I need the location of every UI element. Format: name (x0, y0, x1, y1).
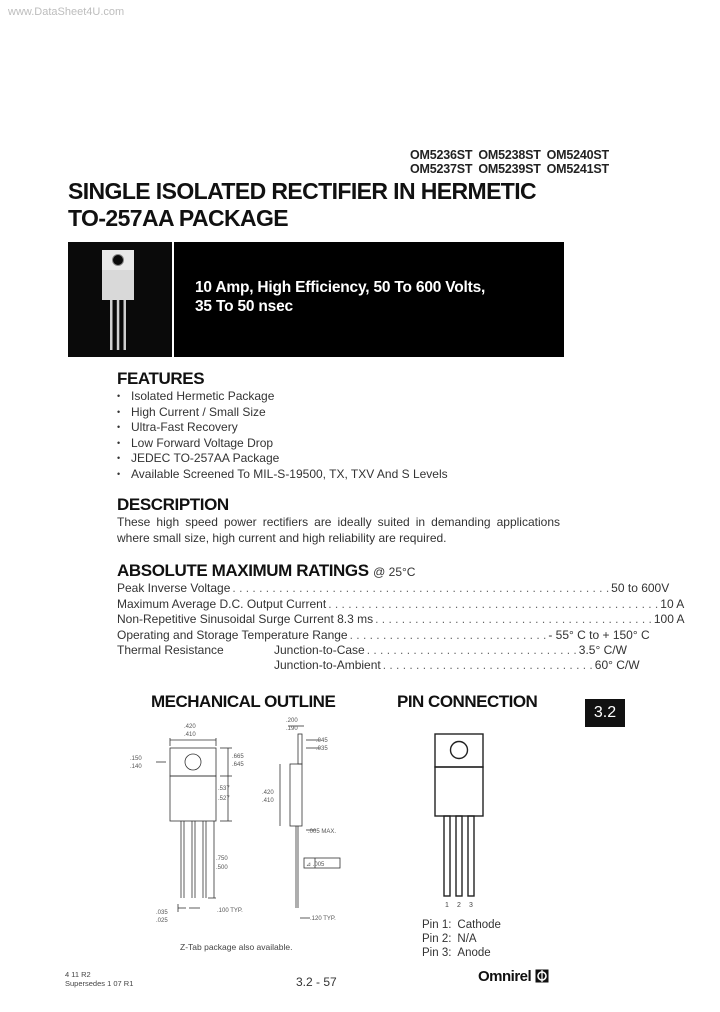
pin-table (422, 918, 507, 960)
dim-label: .005 MAX. (308, 829, 337, 835)
side-view-body (290, 764, 302, 826)
leader-dots: . . . . . . . . . . . . . . . . . . . . . . . . . . . . . . . . (382, 658, 593, 672)
dim-label: .500 (216, 865, 228, 871)
page-title (68, 178, 536, 232)
table-row (422, 918, 507, 932)
package-tab (435, 734, 483, 767)
rating-label: Operating and Storage Temperature Range (117, 628, 348, 642)
list-item: • Low Forward Voltage Drop (117, 436, 448, 452)
pin-name: N/A (457, 933, 477, 945)
supersedes-code: Supersedes 1 07 R1 (65, 979, 134, 988)
package-photo (68, 242, 174, 357)
leader-dots: . . . . . . . . . . . . . . . . . . . . . . . . . . . . . . (349, 628, 547, 642)
lead-number: 2 (457, 902, 461, 909)
description-text: These high speed power rectifiers are ideally suited in demanding applications where small size, high current and high reliability are required. (117, 515, 560, 545)
dim-label: .410 (184, 732, 196, 738)
leader-dots: . . . . . . . . . . . . . . . . . . . . . . . . . . . . . . . . . . . . . . . . . . . . . . . . . . (328, 597, 659, 611)
dim-label: .537 (218, 786, 230, 792)
mounting-hole (451, 742, 468, 759)
lead-3 (468, 816, 474, 896)
package-body (170, 776, 216, 821)
list-item: • Available Screened To MIL-S-19500, TX, TXV And S Levels (117, 467, 448, 483)
dim-label: .645 (232, 762, 244, 768)
dim-label: .665 (232, 754, 244, 760)
dim-label: .140 (130, 764, 142, 770)
mechanical-heading: MECHANICAL OUTLINE (151, 692, 336, 711)
list-item: • High Current / Small Size (117, 405, 448, 421)
rating-row (117, 628, 650, 642)
omnirel-logo-icon (535, 969, 549, 983)
dim-label: .527 (218, 796, 230, 802)
pin-connection-heading: PIN CONNECTION (397, 692, 538, 711)
rating-sublabel: Junction-to-Case (274, 643, 365, 657)
package-tab (170, 748, 216, 776)
package-body (435, 767, 483, 816)
rating-label: Non-Repetitive Sinusoidal Surge Current 8.3 ms (117, 612, 374, 626)
rating-value: 3.5° C/W (578, 643, 627, 657)
lead-number: 1 (445, 902, 449, 909)
pin-name: Cathode (457, 919, 501, 931)
footer-revision (65, 970, 133, 988)
dim-label: .190 (286, 726, 298, 732)
title-line: SINGLE ISOLATED RECTIFIER IN HERMETIC (68, 178, 537, 204)
leader-dots: . . . . . . . . . . . . . . . . . . . . . . . . . . . . . . . . (366, 643, 577, 657)
leader-dots: . . . . . . . . . . . . . . . . . . . . . . . . . . . . . . . . . . . . . . . . . . . . . . . . . . . . . . . . . (232, 581, 610, 595)
banner-line: 35 To 50 nsec (195, 298, 293, 315)
part-number: OM5236ST (410, 148, 473, 162)
rating-label: Peak Inverse Voltage (117, 581, 231, 595)
lead-1 (444, 816, 450, 896)
mechanical-outline-drawing (120, 712, 360, 940)
part-number: OM5239ST (478, 162, 541, 176)
mounting-hole (185, 754, 201, 770)
list-item: • JEDEC TO-257AA Package (117, 451, 448, 467)
logo-text: Omnirel (478, 968, 532, 985)
lead-number: 3 (469, 902, 473, 909)
rating-value: 50 to 600V (611, 581, 670, 595)
part-number: OM5238ST (478, 148, 541, 162)
pin-number: Pin 1: (422, 919, 452, 931)
banner-text (195, 278, 485, 316)
pin-number: Pin 2: (422, 933, 452, 945)
pin-name: Anode (457, 947, 491, 959)
dim-label: .150 (130, 756, 142, 762)
rating-value: 60° C/W (594, 658, 640, 672)
section-tab: 3.2 (585, 699, 625, 727)
title-line: TO-257AA PACKAGE (68, 205, 289, 231)
list-item: • Isolated Hermetic Package (117, 389, 448, 405)
leader-dots: . . . . . . . . . . . . . . . . . . . . . . . . . . . . . . . . . . . . . . . . . . (375, 612, 652, 626)
rating-row (117, 658, 640, 672)
rating-value: - 55° C to + 150° C (548, 628, 650, 642)
watermark: www.DataSheet4U.com (8, 6, 125, 18)
dim-label: .750 (216, 856, 228, 862)
dim-label: .420 (184, 724, 196, 730)
rating-value: 100 A (653, 612, 685, 626)
rating-row (117, 581, 670, 595)
dim-label: .200 (286, 718, 298, 724)
rating-row (117, 643, 627, 657)
dim-label: .045 (316, 738, 328, 744)
rating-label (117, 658, 274, 672)
dim-label: .410 (262, 798, 274, 804)
brand-logo (478, 968, 549, 985)
list-item: • Ultra-Fast Recovery (117, 420, 448, 436)
dim-label: .035 (316, 746, 328, 752)
part-numbers (410, 148, 615, 176)
rating-row (117, 612, 685, 626)
revision-code: 4 11 R2 (65, 970, 91, 979)
part-number-row (410, 148, 615, 162)
rating-value: 10 A (660, 597, 685, 611)
to257-package-icon (68, 242, 172, 357)
part-number: OM5237ST (410, 162, 473, 176)
dim-label: ⊿ .005 (306, 862, 325, 868)
page-number: 3.2 - 57 (296, 975, 337, 989)
rating-row (117, 597, 685, 611)
table-row (422, 932, 507, 946)
pin-number: Pin 3: (422, 947, 452, 959)
part-number-row (410, 162, 615, 176)
features-heading: FEATURES (117, 369, 205, 388)
table-row (422, 946, 507, 960)
ratings-condition: @ 25°C (373, 565, 416, 579)
part-number: OM5240ST (546, 148, 609, 162)
pin-connection-drawing (420, 730, 510, 912)
description-heading: DESCRIPTION (117, 495, 229, 514)
ratings-title: ABSOLUTE MAXIMUM RATINGS (117, 561, 369, 580)
banner-line: 10 Amp, High Efficiency, 50 To 600 Volts, (195, 279, 486, 296)
lead-2 (456, 816, 462, 896)
rating-label: Thermal Resistance (117, 643, 224, 657)
z-tab-note: Z-Tab package also available. (180, 942, 293, 952)
part-number: OM5241ST (546, 162, 609, 176)
rating-sublabel: Junction-to-Ambient (274, 658, 381, 672)
rating-label: Maximum Average D.C. Output Current (117, 597, 327, 611)
dim-label: .025 (156, 918, 168, 924)
dim-label: .100 TYP. (217, 908, 243, 914)
ratings-heading (117, 561, 415, 581)
features-list (117, 389, 448, 482)
dim-label: .120 TYP. (310, 916, 336, 922)
dim-label: .420 (262, 790, 274, 796)
dim-label: .035 (156, 910, 168, 916)
